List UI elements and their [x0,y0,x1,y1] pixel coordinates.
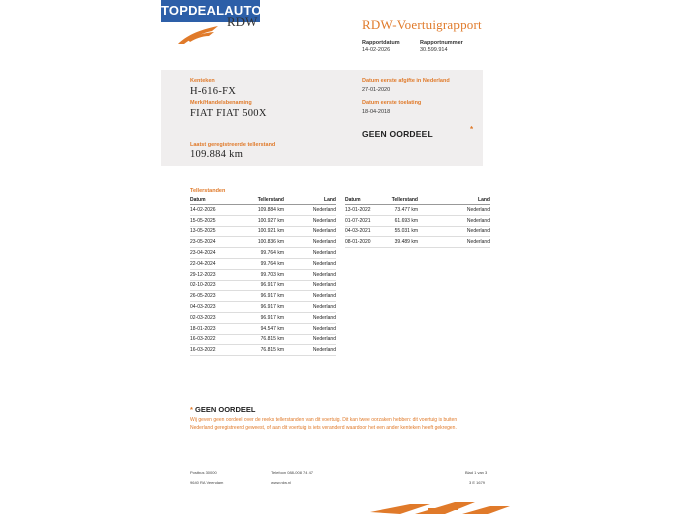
table-row [190,312,336,323]
cell-country: Nederland [286,312,336,323]
first-nl-value: 27-01-2020 [362,87,391,93]
last-odometer-value: 109.884 km [190,149,244,160]
cell-odo: 99.703 km [234,269,286,280]
cell-date: 14-02-2026 [190,205,234,216]
table-row [345,215,490,226]
cell-date: 01-07-2021 [345,215,389,226]
rdw-logo-icon [176,22,220,46]
col-odometer: Tellerstand [389,195,420,205]
cell-odo: 61.693 km [389,215,420,226]
cell-country: Nederland [286,334,336,345]
footer-page: Blad 1 van 3 [465,470,488,475]
report-title: RDW-Voertuigrapport [362,17,482,32]
cell-odo: 96.917 km [234,291,286,302]
cell-odo: 99.764 km [234,258,286,269]
report-date: 14-02-2026 [362,47,391,53]
footer-code: 3 E 1679 [469,480,486,485]
cell-odo: 109.884 km [234,205,286,216]
rdw-wordmark: RDW [227,14,258,29]
cell-date: 26-05-2023 [190,291,234,302]
cell-country: Nederland [286,291,336,302]
first-nl-label: Datum eerste afgifte in Nederland [362,78,450,84]
table-row [345,205,490,216]
footer-postbus: Postbus 30000 [190,470,217,475]
cell-country: Nederland [286,205,336,216]
col-date: Datum [190,195,234,205]
cell-country: Nederland [420,215,490,226]
table-row [190,334,336,345]
brand-banner[interactable]: TOPDEALAUTO.NL [161,0,260,22]
cell-country: Nederland [286,280,336,291]
footnote-star-icon: * [190,405,193,414]
cell-country: Nederland [420,205,490,216]
table-row [190,269,336,280]
cell-date: 23-04-2024 [190,248,234,259]
make-value: FIAT FIAT 500X [190,108,267,119]
cell-date: 18-01-2023 [190,323,234,334]
cell-date: 02-03-2023 [190,312,234,323]
cell-date: 13-01-2022 [345,205,389,216]
table-row [190,291,336,302]
footnote-title [190,405,255,414]
table-row [190,323,336,334]
readings-table-left [190,195,336,356]
plate-value: H-616-FX [190,86,237,97]
report-number: 30.599.914 [420,47,448,53]
table-row [345,237,490,248]
cell-date: 15-05-2025 [190,215,234,226]
first-admission-label: Datum eerste toelating [362,100,422,106]
readings-title: Tellerstanden [190,188,226,194]
cell-country: Nederland [286,226,336,237]
cell-date: 23-05-2024 [190,237,234,248]
cell-odo: 73.477 km [389,205,420,216]
table-row [190,215,336,226]
cell-date: 02-10-2023 [190,280,234,291]
first-admission-value: 18-04-2018 [362,109,391,115]
last-odometer-label: Laatst geregistreerde tellerstand [190,142,276,148]
cell-date: 08-01-2020 [345,237,389,248]
cell-odo: 76.815 km [234,334,286,345]
cell-country: Nederland [420,226,490,237]
col-date: Datum [345,195,389,205]
table-row [190,237,336,248]
col-country: Land [420,195,490,205]
cell-country: Nederland [286,302,336,313]
cell-country: Nederland [286,269,336,280]
plate-label: Kenteken [190,78,215,84]
cell-odo: 96.917 km [234,302,286,313]
cell-country: Nederland [286,248,336,259]
cell-country: Nederland [286,237,336,248]
cell-country: Nederland [286,345,336,356]
cell-date: 22-04-2024 [190,258,234,269]
cell-odo: 99.764 km [234,248,286,259]
table-row [190,345,336,356]
verdict: GEEN OORDEEL [362,129,433,139]
cell-date: 16-03-2022 [190,334,234,345]
readings-table-right [345,195,490,248]
col-odometer: Tellerstand [234,195,286,205]
table-row [190,280,336,291]
cell-country: Nederland [420,237,490,248]
cell-odo: 76.815 km [234,345,286,356]
make-label: Merk/Handelsbenaming [190,100,252,106]
cell-odo: 100.836 km [234,237,286,248]
cell-date: 29-12-2023 [190,269,234,280]
footer-city: 9640 RA Veendam [190,480,224,485]
footer-site[interactable]: www.rdw.nl [271,480,292,485]
table-row [190,226,336,237]
cell-odo: 39.489 km [389,237,420,248]
cell-odo: 96.917 km [234,312,286,323]
cell-odo: 55.031 km [389,226,420,237]
cell-date: 04-03-2021 [345,226,389,237]
table-row [190,205,336,216]
cell-date: 16-03-2022 [190,345,234,356]
footnote-heading: GEEN OORDEEL [195,405,256,414]
verdict-star-icon: * [470,125,474,134]
cell-country: Nederland [286,215,336,226]
cell-country: Nederland [286,323,336,334]
report-number-label: Rapportnummer [420,40,463,46]
footnote-text: Wij geven geen oordeel over de reeks tellerstanden van dit voertuig. Dit kan twee oorzaken hebben: dit voertuig is buiten Nederland geregistreerd geweest, of aan dit voertuig is iets veranderd waardoor het een ander kenteken heeft gekregen. [190,417,458,431]
cell-odo: 94.547 km [234,323,286,334]
cell-date: 13-05-2025 [190,226,234,237]
footer-phone: Telefoon 088-008 74 47 [271,470,314,475]
col-country: Land [286,195,336,205]
cell-odo: 100.921 km [234,226,286,237]
cell-date: 04-03-2023 [190,302,234,313]
table-row [190,302,336,313]
footer-swoosh-icon [370,498,520,514]
table-row [190,258,336,269]
table-row [345,226,490,237]
cell-odo: 100.927 km [234,215,286,226]
table-row [190,248,336,259]
cell-odo: 96.917 km [234,280,286,291]
report-date-label: Rapportdatum [362,40,400,46]
cell-country: Nederland [286,258,336,269]
